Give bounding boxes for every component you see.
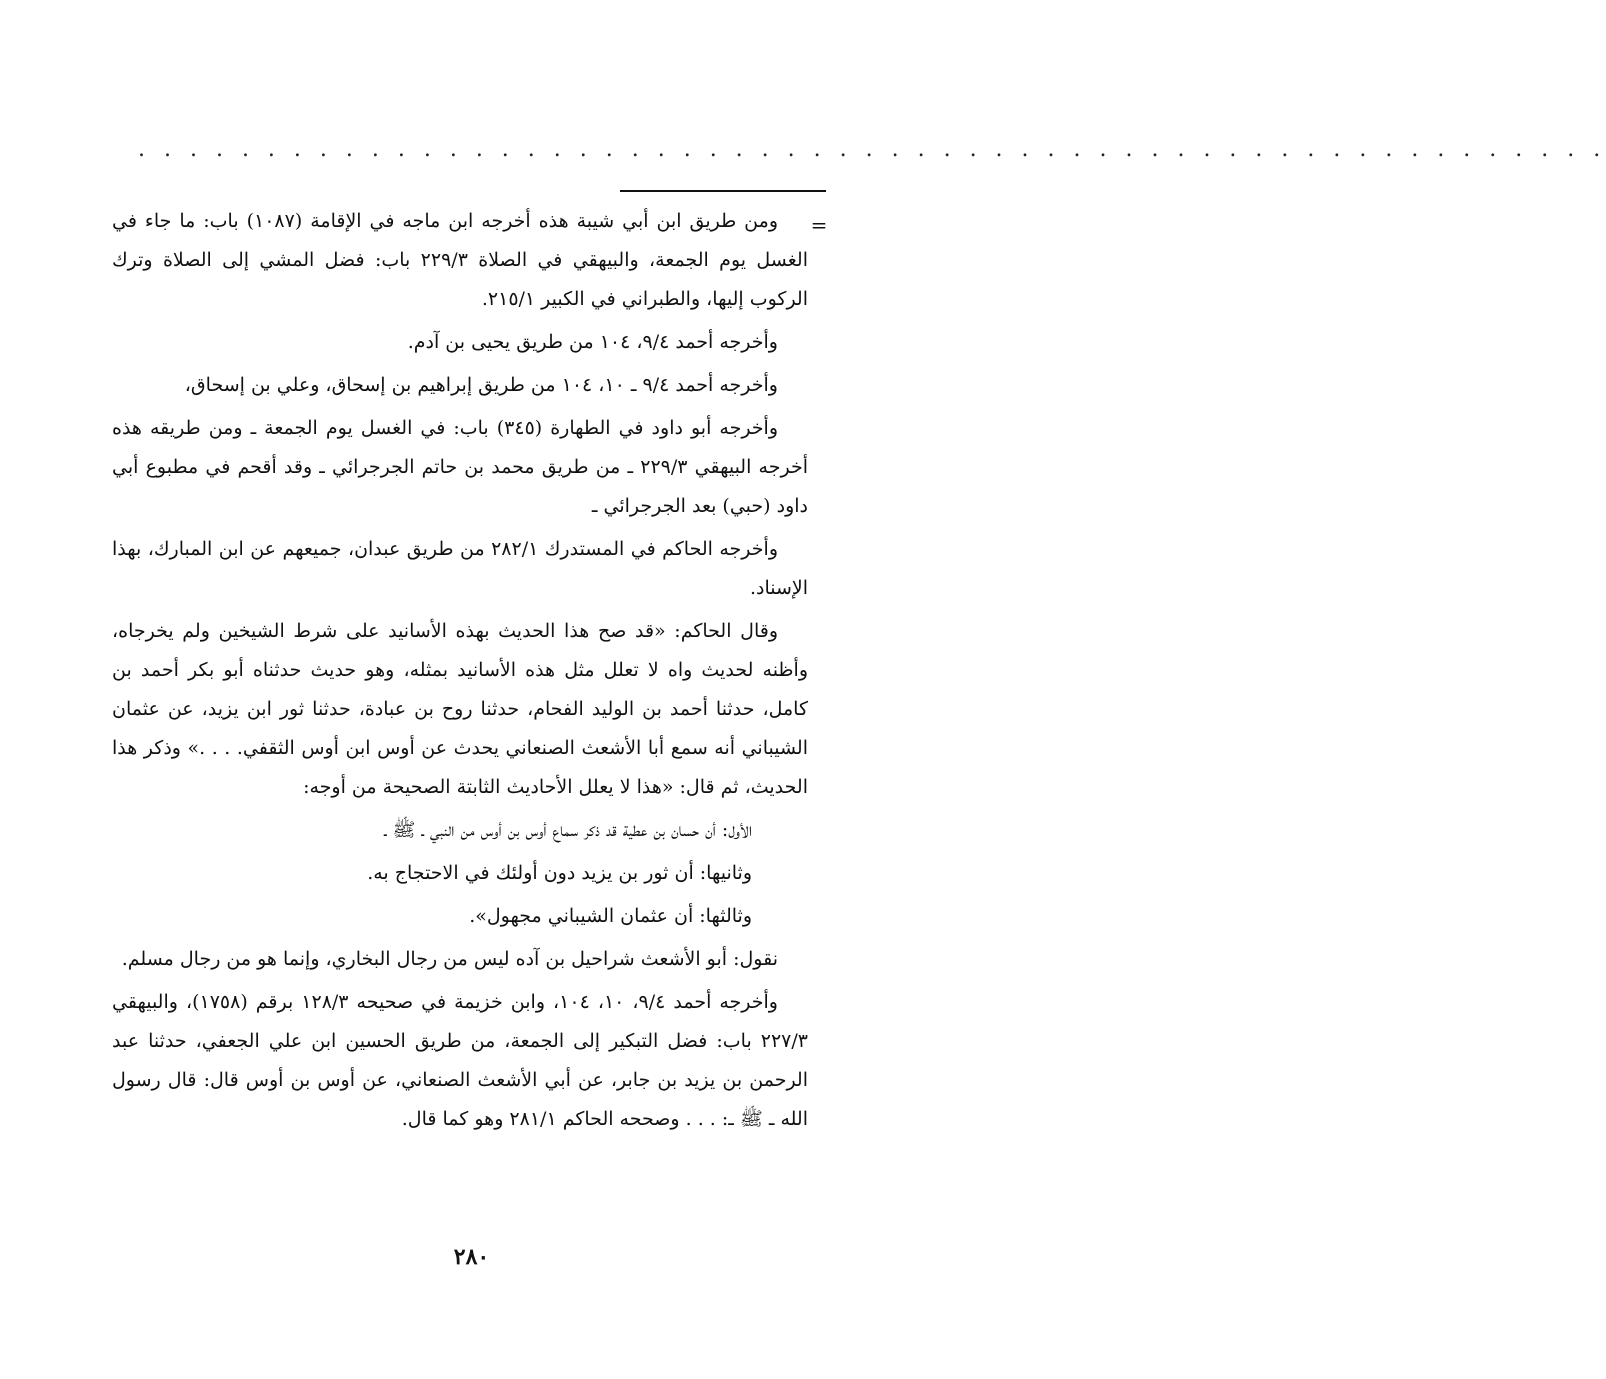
- footnote-rule: [620, 190, 826, 192]
- paragraph-1: ومن طريق ابن أبي شيبة هذه أخرجه ابن ماجه في الإقامة (١٠٨٧) باب: ما جاء في الغسل يوم الجمعة، والبيهقي في الصلاة ٢٢٩/٣ باب: فضل المشي إلى الصلاة وترك الركوب إليها، والطبراني في الكبير ٢١٥/١.: [112, 210, 808, 310]
- paragraph-7: الأول: أن حسان بن عطية قد ذكر سماع أوس بن أوس من النبي ـ ﷺ ـ: [384, 819, 752, 841]
- continuation-mark: =: [810, 213, 828, 237]
- paragraph-3: وأخرجه أحمد ٩/٤ ـ ١٠، ١٠٤ من طريق إبراهيم بن إسحاق، وعلي بن إسحاق،: [184, 374, 778, 396]
- footnote-text: [112, 202, 808, 1143]
- paragraph-10: نقول: أبو الأشعث شراحيل بن آده ليس من رجال البخاري، وإنما هو من رجال مسلم.: [121, 948, 778, 970]
- paragraph-8: وثانيها: أن ثور بن يزيد دون أولئك في الاحتجاج به.: [367, 862, 752, 884]
- paragraph-5: وأخرجه الحاكم في المستدرك ٢٨٢/١ من طريق عبدان، جميعهم عن ابن المبارك، بهذا الإسناد.: [112, 538, 808, 599]
- paragraph-2: وأخرجه أحمد ٩/٤، ١٠٤ من طريق يحيى بن آدم.: [407, 331, 778, 353]
- paragraph-11: وأخرجه أحمد ٩/٤، ١٠، ١٠٤، وابن خزيمة في صحيحه ١٢٨/٣ برقم (١٧٥٨)، والبيهقي ٢٢٧/٣ باب: فضل التبكير إلى الجمعة، من طريق الحسين ابن علي الجعفي، حدثنا عبد الرحمن بن يزيد بن جابر، عن أبي الأشعث الصنعاني، عن أوس بن أوس قال: قال رسول الله ـ ﷺ ـ: . . . وصححه الحاكم ٢٨١/١ وهو كما قال.: [112, 991, 808, 1130]
- paragraph-6: وقال الحاكم: «قد صح هذا الحديث بهذه الأسانيد على شرط الشيخين ولم يخرجاه، وأظنه لحديث واه لا تعلل مثل هذه الأسانيد بمثله، وهو حديث حدثناه أبو بكر أحمد بن كامل، حدثنا أحمد بن الوليد الفحام، حدثنا روح بن عبادة، حدثنا ثور ابن يزيد، عن عثمان الشيباني أنه سمع أبا الأشعث الصنعاني يحدث عن أوس ابن أوس الثقفي. . . .» وذكر هذا الحديث، ثم قال: «هذا لا يعلل الأحاديث الثابتة الصحيحة من أوجه:: [112, 620, 808, 798]
- page-number: ٢٨٠: [453, 1244, 490, 1270]
- footnote-separator-dots: . . . . . . . . . . . . . . . . . . . . . . . . . . . . . . . . . . . . . . . . . . . . . . . . . . . . . . . . .: [138, 137, 1606, 162]
- paragraph-9: وثالثها: أن عثمان الشيباني مجهول».: [469, 905, 752, 927]
- paragraph-4: وأخرجه أبو داود في الطهارة (٣٤٥) باب: في الغسل يوم الجمعة ـ ومن طريقه هذه أخرجه البيهقي ٢٢٩/٣ ـ من طريق محمد بن حاتم الجرجرائي ـ وقد أقحم في مطبوع أبي داود (حبي) بعد الجرجرائي ـ: [112, 417, 808, 517]
